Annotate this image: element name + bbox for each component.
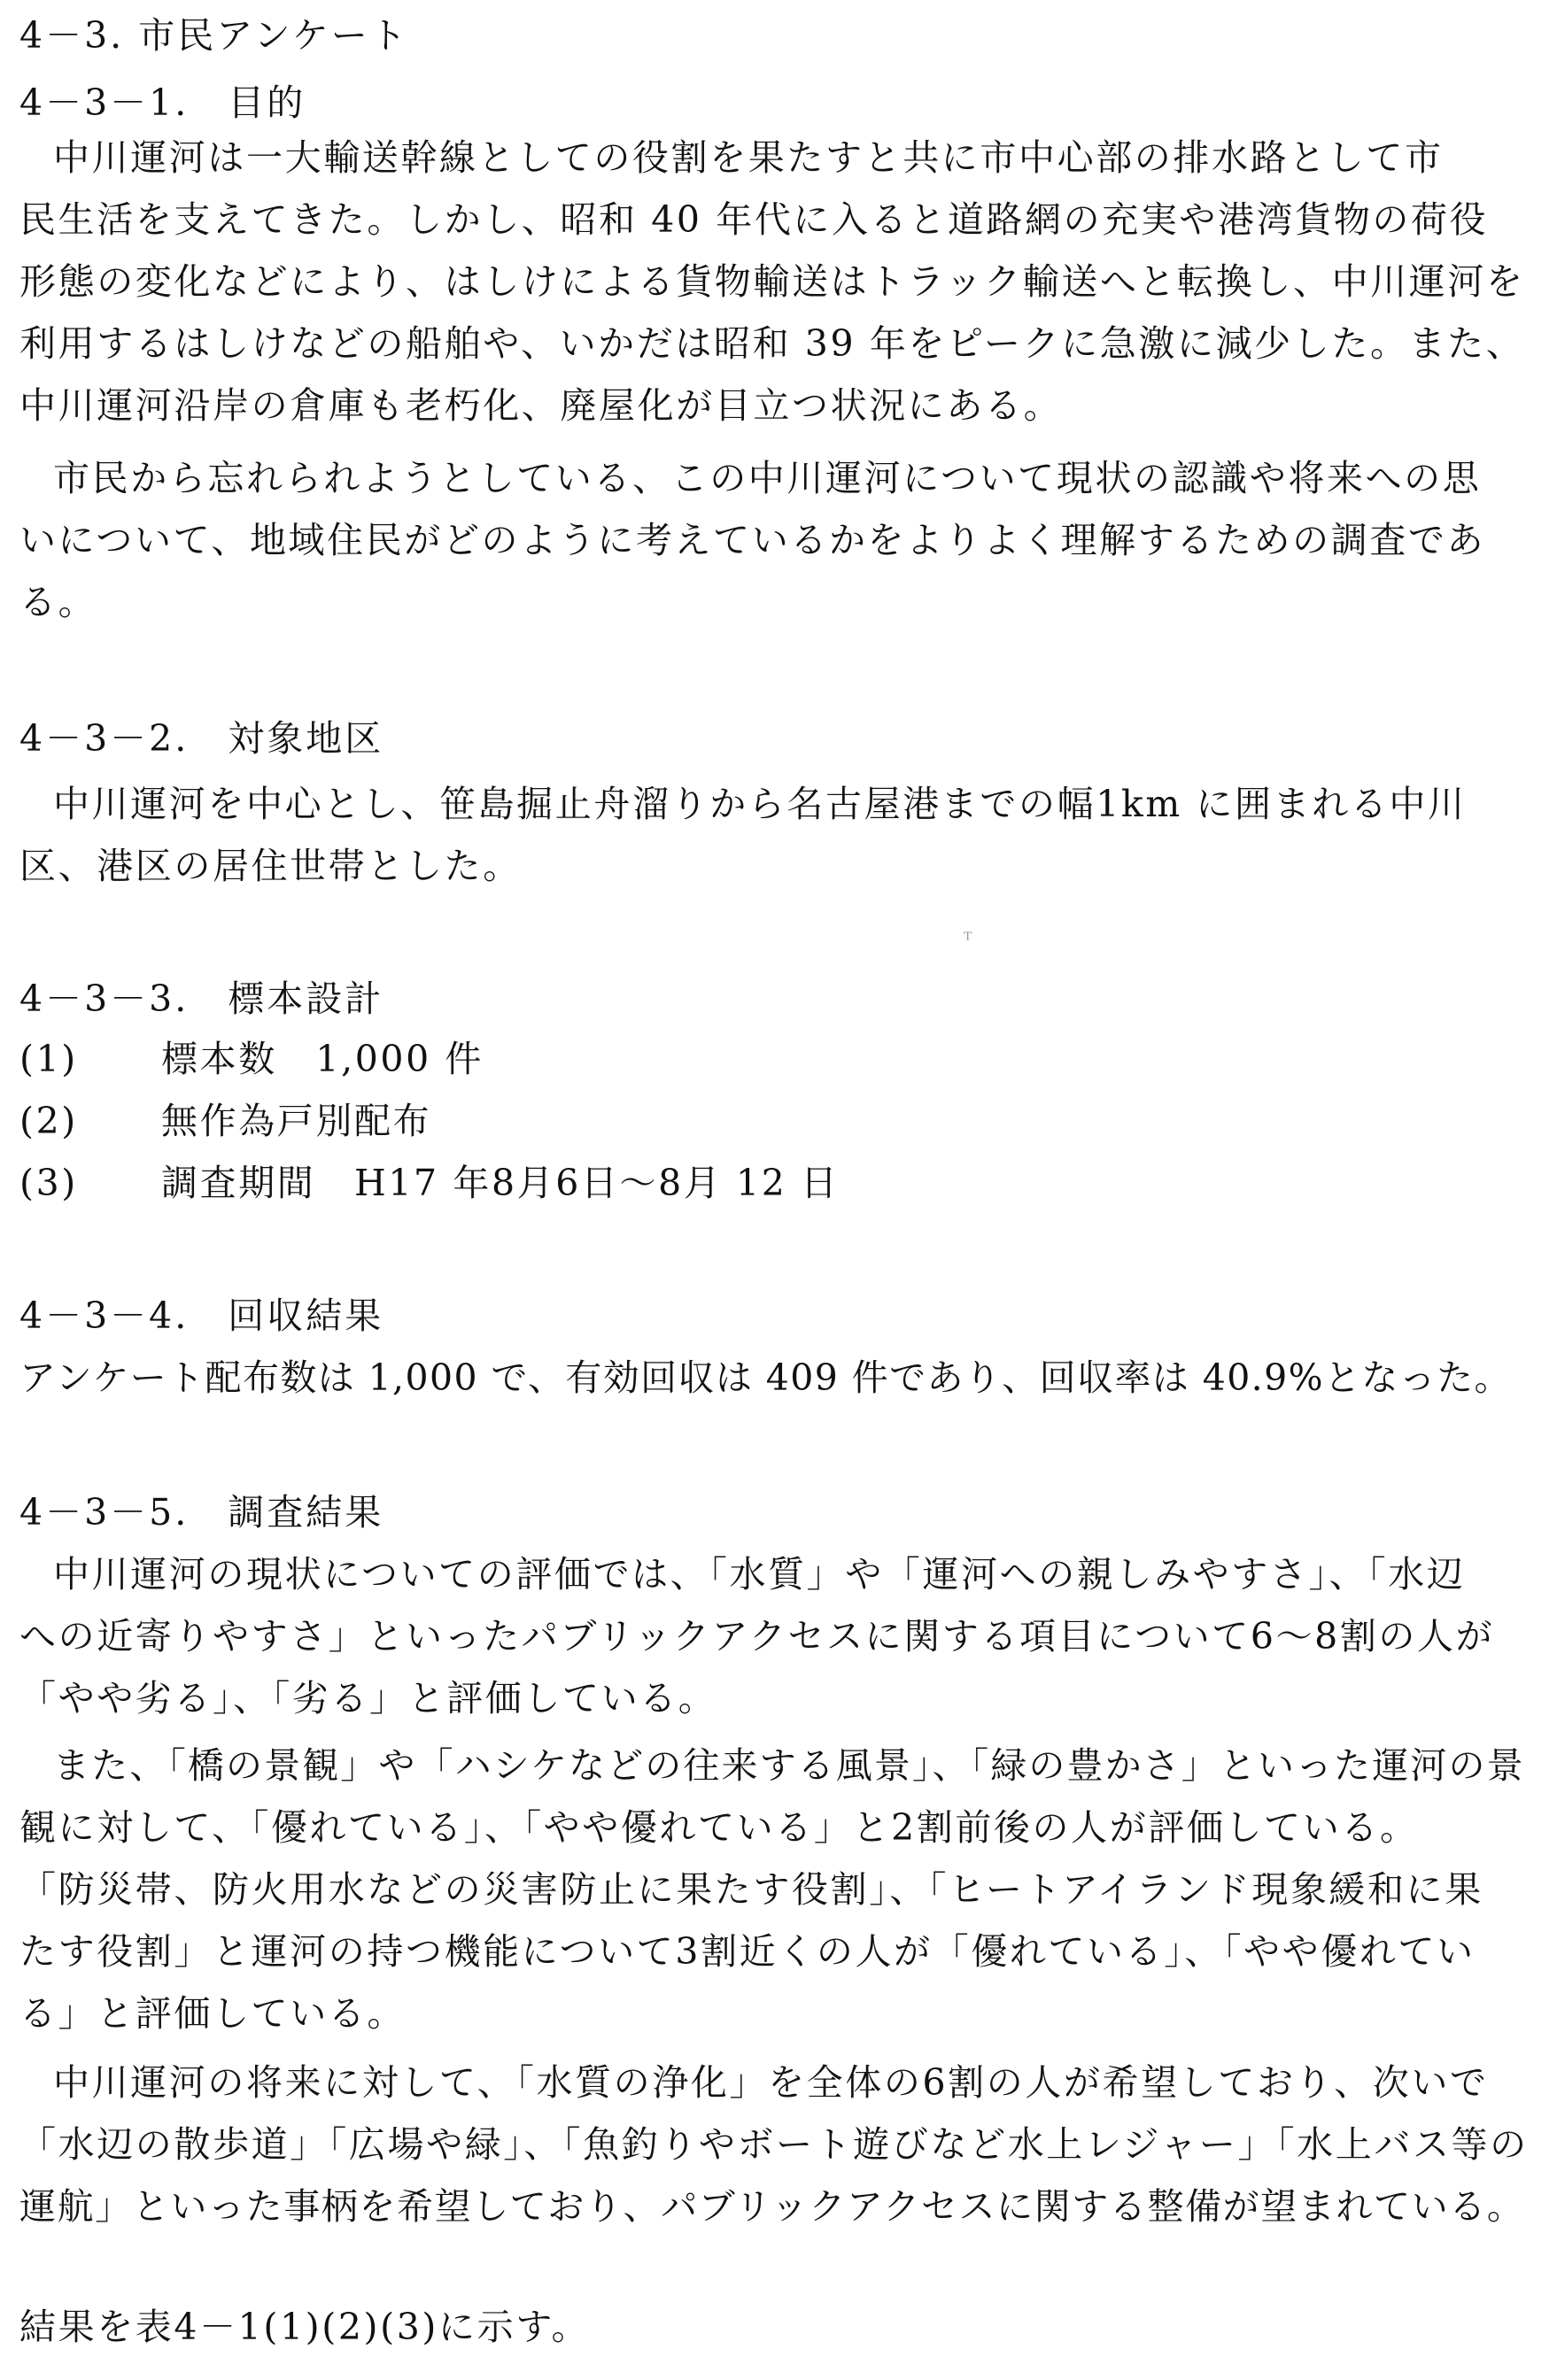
results-para2-line2: 観に対して、「優れている」、「やや優れている」と2割前後の人が評価している。	[19, 1806, 1419, 1849]
results-heading: 4－3－5. 調査結果	[19, 1491, 384, 1534]
purpose-para1-line2: 民生活を支えてきた。しかし、昭和 40 年代に入ると道路網の充実や港湾貨物の荷役	[19, 198, 1489, 241]
results-para1-line2: への近寄りやすさ」といったパブリックアクセスに関する項目について6～8割の人が	[19, 1615, 1495, 1658]
sample-item-1-num: (1)	[19, 1038, 78, 1080]
results-para3-line1: 中川運河の将来に対して、「水質の浄化」を全体の6割の人が希望しており、次いで	[53, 2061, 1489, 2104]
sample-item-1	[19, 1034, 1539, 1084]
sample-item-2	[19, 1096, 1539, 1146]
purpose-para2-line1: 市民から忘れられようとしている、この中川運河について現状の認識や将来への思	[53, 457, 1482, 499]
purpose-para2-line3: る。	[19, 581, 97, 623]
results-para3-line2: 「水辺の散歩道」「広場や緑」、「魚釣りやボート遊びなど水上レジャー」「水上バス等の	[19, 2123, 1529, 2166]
area-para-line1: 中川運河を中心とし、笹島掘止舟溜りから名古屋港までの幅1km に囲まれる中川	[53, 783, 1467, 825]
collection-heading: 4－3－4. 回収結果	[19, 1294, 384, 1337]
sample-item-1-text: 標本数 1,000 件	[161, 1038, 484, 1080]
results-para1-line1: 中川運河の現状についての評価では、「水質」や「運河への親しみやすさ」、「水辺	[53, 1553, 1466, 1596]
results-para3-line3: 運航」といった事柄を希望しており、パブリックアクセスに関する整備が望まれている。	[19, 2185, 1525, 2228]
section-title: 4－3. 市民アンケート	[19, 14, 409, 57]
sample-item-2-text: 無作為戸別配布	[161, 1100, 432, 1142]
sample-item-2-num: (2)	[19, 1100, 78, 1142]
sample-item-3	[19, 1158, 1539, 1208]
results-para2-line3: 「防災帯、防火用水などの災害防止に果たす役割」、「ヒートアイランド現象緩和に果	[19, 1868, 1483, 1911]
area-para-line2: 区、港区の居住世帯とした。	[19, 845, 522, 887]
results-para2-line1: また、「橋の景観」や「ハシケなどの往来する風景」、「緑の豊かさ」といった運河の景	[53, 1744, 1525, 1787]
purpose-para1-line4: 利用するはしけなどの船舶や、いかだは昭和 39 年をピークに急激に減少した。また、	[19, 322, 1525, 365]
sample-heading: 4－3－3. 標本設計	[19, 978, 384, 1020]
sample-item-3-num: (3)	[19, 1162, 78, 1204]
purpose-para1-line5: 中川運河沿岸の倉庫も老朽化、廃屋化が目立つ状況にある。	[19, 384, 1063, 427]
area-heading: 4－3－2. 対象地区	[19, 717, 384, 760]
purpose-para1-line1: 中川運河は一大輸送幹線としての役割を果たすと共に市中心部の排水路として市	[53, 136, 1444, 179]
scan-smudge-mark: ᵀ	[964, 930, 972, 952]
collection-text: アンケート配布数は 1,000 で、有効回収は 409 件であり、回収率は 40.9%となった。	[19, 1356, 1512, 1399]
purpose-para2-line2: いについて、地域住民がどのように考えているかをよりよく理解するための調査であ	[19, 519, 1486, 561]
results-closing: 結果を表4－1(1)(2)(3)に示す。	[19, 2306, 591, 2348]
sample-item-3-text: 調査期間 H17 年8月6日～8月 12 日	[161, 1162, 840, 1204]
results-para1-line3: 「やや劣る」、「劣る」と評価している。	[19, 1677, 717, 1719]
results-para2-line4: たす役割」と運河の持つ機能について3割近くの人が「優れている」、「やや優れてい	[19, 1930, 1476, 1973]
results-para2-line5: る」と評価している。	[19, 1992, 406, 2035]
purpose-para1-line3: 形態の変化などにより、はしけによる貨物輸送はトラック輸送へと転換し、中川運河を	[19, 260, 1525, 303]
purpose-heading: 4－3－1. 目的	[19, 81, 306, 124]
